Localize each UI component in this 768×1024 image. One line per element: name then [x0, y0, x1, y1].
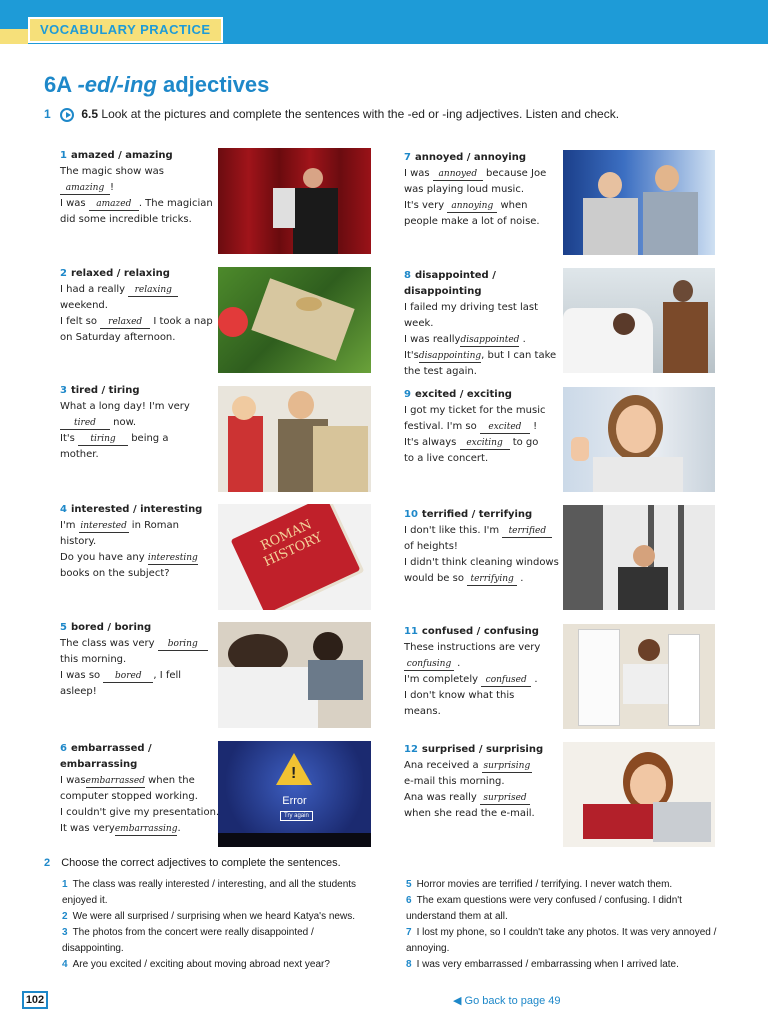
sentence-text: festival. I'm so [404, 421, 480, 432]
question-item [62, 909, 362, 925]
sentence-line [60, 805, 220, 821]
sentence-text: computer stopped working. [60, 791, 198, 802]
sentence-text: people make a lot of noise. [404, 216, 540, 227]
sentence-line [60, 212, 220, 228]
item-heading [404, 387, 554, 403]
item-number: 3 [60, 385, 67, 396]
exercise-number: 1 [44, 107, 51, 121]
sentence-text: , but I can take [481, 350, 557, 361]
item-heading-text: terrified / terrifying [421, 509, 533, 520]
sentence-line [404, 555, 559, 571]
item-number: 8 [404, 270, 411, 281]
instruction-text: Choose the correct adjectives to complete the sentences. [61, 857, 341, 869]
sentence-line [60, 431, 220, 447]
answer-blank[interactable]: confusing [404, 658, 454, 671]
answer-blank[interactable]: interested [80, 521, 127, 531]
book-cover-title: ROMAN HISTORY [258, 517, 325, 571]
sentence-text: I felt so [60, 316, 101, 327]
sentence-text: . [517, 573, 524, 584]
sentence-text: in Roman [128, 520, 179, 531]
sentence-line [404, 403, 554, 419]
answer-blank[interactable]: surprising [483, 761, 531, 771]
sentence-text: Ana was really [404, 792, 481, 803]
sentence-text: mother. [60, 449, 99, 460]
item-1 [60, 148, 220, 228]
sentence-line [60, 566, 220, 582]
item-heading-text: surprised / surprising [421, 744, 544, 755]
question-item [406, 925, 726, 957]
answer-blank[interactable]: disappointed [460, 335, 520, 345]
sentence-text: ! [110, 182, 115, 193]
item-7 [404, 150, 554, 230]
item-number: 1 [60, 150, 67, 161]
banner-accent [0, 29, 28, 44]
sentence-text: to go [509, 437, 539, 448]
item-5 [60, 620, 220, 700]
sentence-text: It's very [404, 200, 448, 211]
item-number: 12 [404, 744, 418, 755]
sentence-line [404, 214, 554, 230]
magic-show-image [218, 148, 371, 254]
answer-blank[interactable]: terrified [502, 525, 552, 538]
sentence-line [404, 758, 554, 774]
sentence-text: to a live concert. [404, 453, 489, 464]
sentence-text: It was very [60, 823, 115, 834]
sentence-text: I was [404, 168, 433, 179]
sentence-text: I don't like this. I'm [404, 525, 503, 536]
sentence-text: when the [144, 775, 195, 786]
sentence-text: These instructions are very [404, 642, 541, 653]
lesson-code: 6A [44, 72, 72, 97]
sentence-line [404, 451, 554, 467]
item-heading [404, 268, 559, 300]
item-number: 2 [60, 268, 67, 279]
error-screen-image: ! Error Try again [218, 741, 371, 847]
sentence-line [60, 164, 220, 180]
item-3 [60, 383, 220, 463]
answer-blank[interactable]: tiring [78, 433, 128, 446]
sentence-text: I was so [60, 670, 104, 681]
question-text: The class was really interested / interesting, and all the students enjoyed it. [62, 879, 357, 906]
answer-blank[interactable]: amazing [60, 182, 110, 195]
answer-blank[interactable]: relaxed [100, 316, 150, 329]
sentence-line [404, 523, 559, 539]
sentence-text: the test again. [404, 366, 477, 377]
question-number: 1 [62, 879, 68, 890]
answer-blank[interactable]: boring [158, 638, 208, 651]
sentence-text: I'm [60, 520, 79, 531]
item-heading-text: excited / exciting [414, 389, 512, 400]
item-8 [404, 268, 559, 380]
sentence-line [404, 198, 554, 214]
sentence-line [404, 656, 554, 672]
answer-blank[interactable]: terrifying [467, 573, 517, 586]
sentence-text: Ana received a [404, 760, 482, 771]
sentence-text: was playing loud music. [404, 184, 525, 195]
question-text: Are you excited / exciting about moving abroad next year? [72, 959, 330, 970]
item-heading [60, 148, 220, 164]
item-heading [60, 741, 220, 773]
hammock-image [218, 267, 371, 373]
play-audio-icon[interactable] [60, 108, 74, 122]
title-rest: adjectives [163, 72, 270, 97]
sentence-line [404, 419, 554, 435]
sentence-text: asleep! [60, 686, 97, 697]
surprised-woman-image [563, 742, 715, 847]
sentence-line [404, 166, 554, 182]
sentence-text: I was [60, 775, 86, 786]
sentence-text: I got my ticket for the music [404, 405, 546, 416]
answer-blank[interactable]: tired [60, 417, 110, 430]
sentence-text: I'm completely [404, 674, 482, 685]
sentence-line [404, 364, 559, 380]
sentence-text: I don't know what this means. [404, 690, 515, 717]
answer-blank[interactable]: disappointing [418, 351, 482, 361]
item-heading [60, 620, 220, 636]
exercise-1-instruction [44, 107, 619, 122]
question-text: The exam questions were very confused / confusing. I didn't understand them at all. [406, 895, 682, 922]
item-10 [404, 507, 559, 587]
sentence-line [404, 332, 559, 348]
sentence-line [60, 196, 220, 212]
sentence-text: The class was very [60, 638, 158, 649]
answer-blank[interactable]: annoyed [433, 168, 483, 181]
question-item [406, 877, 726, 893]
sentence-line [60, 636, 220, 652]
driving-test-image [563, 268, 715, 373]
answer-blank[interactable]: relaxing [128, 284, 178, 297]
question-number: 8 [406, 959, 412, 970]
item-heading-text: confused / confusing [421, 626, 539, 637]
exercise-2-instruction [44, 857, 341, 869]
answer-blank[interactable]: confused [481, 674, 531, 687]
item-number: 10 [404, 509, 418, 520]
confused-woman-image [563, 624, 715, 729]
sentence-text: I was really [404, 334, 461, 345]
item-heading [60, 383, 220, 399]
sentence-text: history. [60, 536, 97, 547]
sentence-text: It's always [404, 437, 460, 448]
sentence-text: this morning. [60, 654, 127, 665]
section-label: VOCABULARY PRACTICE [28, 17, 223, 43]
sentence-line [60, 415, 220, 431]
question-text: Horror movies are terrified / terrifying. I never watch them. [416, 879, 673, 890]
answer-blank[interactable]: bored [103, 670, 153, 683]
page-number: 102 [22, 991, 48, 1009]
roman-history-book-image [218, 504, 371, 610]
sentence-line [404, 435, 554, 451]
sentence-text: would be so [404, 573, 468, 584]
item-number: 11 [404, 626, 418, 637]
sentence-text: , I fell [153, 670, 182, 681]
item-11 [404, 624, 554, 720]
item-heading-text: tired / tiring [70, 385, 140, 396]
sentence-text: It's [404, 350, 419, 361]
sentence-text: . [519, 334, 526, 345]
sentence-text: . [177, 823, 181, 834]
question-item [62, 877, 362, 909]
answer-blank[interactable]: exciting [460, 437, 510, 450]
item-number: 9 [404, 389, 411, 400]
sentence-text: I had a really [60, 284, 129, 295]
item-4 [60, 502, 220, 582]
instruction-text: Look at the pictures and complete the sentences with the -ed or -ing adjectives. Listen and check. [101, 107, 620, 121]
sentence-text: being a [128, 433, 169, 444]
go-back-link[interactable]: ◀ Go back to page 49 [453, 995, 561, 1007]
item-heading [60, 266, 220, 282]
item-heading-text: interested / interesting [70, 504, 203, 515]
item-number: 7 [404, 152, 411, 163]
sentence-line [60, 298, 220, 314]
item-number: 4 [60, 504, 67, 515]
sentence-line [60, 550, 220, 566]
bored-student-image [218, 622, 371, 728]
sentence-line [60, 789, 220, 805]
question-text: I lost my phone, so I couldn't take any photos. It was very annoyed / annoying. [406, 927, 717, 954]
answer-blank[interactable]: amazed [89, 198, 139, 211]
answer-blank[interactable]: excited [480, 421, 530, 434]
item-heading [404, 150, 554, 166]
track-number: 6.5 [81, 107, 99, 121]
excited-woman-image [563, 387, 715, 492]
question-number: 3 [62, 927, 68, 938]
sentence-text: now. [110, 417, 137, 428]
sentence-line [60, 821, 220, 837]
answer-blank[interactable]: annoying [447, 200, 497, 213]
sentence-line [60, 684, 220, 700]
sentence-text: when she read the e-mail. [404, 808, 535, 819]
sentence-text: It's [60, 433, 79, 444]
item-heading [60, 502, 220, 518]
question-text: The photos from the concert were really disappointed / disappointing. [62, 927, 314, 954]
sentence-line [60, 447, 220, 463]
item-heading-text: amazed / amazing [70, 150, 173, 161]
item-6 [60, 741, 220, 837]
sentence-line [404, 688, 554, 720]
window-cleaning-image [563, 505, 715, 610]
sentence-text: . [531, 674, 538, 685]
sentence-line [60, 330, 220, 346]
error-label: Error [282, 795, 307, 807]
question-item [406, 957, 726, 973]
exercise-number: 2 [44, 857, 51, 869]
sentence-line [404, 806, 554, 822]
sentence-line [404, 300, 559, 332]
sentence-text: Do you have any [60, 552, 148, 563]
item-heading [404, 624, 554, 640]
item-heading-text: disappointed / disappointing [404, 270, 496, 297]
item-heading-text: annoyed / annoying [414, 152, 526, 163]
question-text: I was very embarrassed / embarrassing when I arrived late. [416, 959, 679, 970]
item-heading-text: relaxed / relaxing [70, 268, 170, 279]
sentence-line [60, 534, 220, 550]
question-number: 6 [406, 895, 412, 906]
questions-right [406, 877, 726, 973]
sentence-line [60, 773, 220, 789]
sentence-line [404, 348, 559, 364]
item-number: 5 [60, 622, 67, 633]
item-9 [404, 387, 554, 467]
sentence-line [404, 672, 554, 688]
sentence-text: I failed my driving test last week. [404, 302, 539, 329]
sentence-line [60, 652, 220, 668]
questions-left [62, 877, 362, 973]
sentence-line [404, 539, 559, 555]
question-number: 4 [62, 959, 68, 970]
question-item [406, 893, 726, 925]
item-heading-text: embarrassed / embarrassing [60, 743, 152, 770]
sentence-text: What a long day! I'm very [60, 401, 190, 412]
sentence-text: ! [529, 421, 538, 432]
try-again-button: Try again [280, 811, 313, 821]
sentence-line [60, 180, 220, 196]
sentence-text: when [497, 200, 528, 211]
sentence-text: I didn't think cleaning windows [404, 557, 559, 568]
sentence-line [404, 774, 554, 790]
question-number: 2 [62, 911, 68, 922]
sentence-text: I took a nap [150, 316, 213, 327]
question-number: 7 [406, 927, 412, 938]
question-item [62, 925, 362, 957]
item-2 [60, 266, 220, 346]
sentence-text: of heights! [404, 541, 458, 552]
answer-blank[interactable]: surprised [480, 792, 530, 805]
question-item [62, 957, 362, 973]
tired-mother-image [218, 386, 371, 492]
sentence-text: e-mail this morning. [404, 776, 505, 787]
sentence-text: did some incredible tricks. [60, 214, 192, 225]
sentence-line [404, 571, 559, 587]
item-heading-text: bored / boring [70, 622, 152, 633]
sentence-text: because Joe [482, 168, 547, 179]
item-number: 6 [60, 743, 67, 754]
sentence-text: on Saturday afternoon. [60, 332, 176, 343]
sentence-text: . The magician [138, 198, 213, 209]
sentence-line [60, 518, 220, 534]
sentence-text: I couldn't give my presentation. [60, 807, 220, 818]
item-12 [404, 742, 554, 822]
annoyed-bus-image [563, 150, 715, 255]
sentence-line [60, 282, 220, 298]
answer-blank[interactable]: embarrassing [114, 824, 178, 834]
sentence-text: weekend. [60, 300, 108, 311]
answer-blank[interactable]: embarrassed [85, 776, 145, 786]
sentence-text: I was [60, 198, 89, 209]
page-title [44, 72, 269, 98]
sentence-line [60, 668, 220, 684]
question-number: 5 [406, 879, 412, 890]
item-heading [404, 742, 554, 758]
sentence-text: books on the subject? [60, 568, 170, 579]
answer-blank[interactable]: interesting [147, 553, 198, 563]
question-text: We were all surprised / surprising when we heard Katya's news. [72, 911, 355, 922]
sentence-text: . [454, 658, 461, 669]
sentence-line [404, 182, 554, 198]
item-heading [404, 507, 559, 523]
title-suffix: -ed/-ing [77, 72, 157, 97]
sentence-text: The magic show was [60, 166, 164, 177]
sentence-line [60, 314, 220, 330]
sentence-line [404, 640, 554, 656]
sentence-line [60, 399, 220, 415]
sentence-line [404, 790, 554, 806]
